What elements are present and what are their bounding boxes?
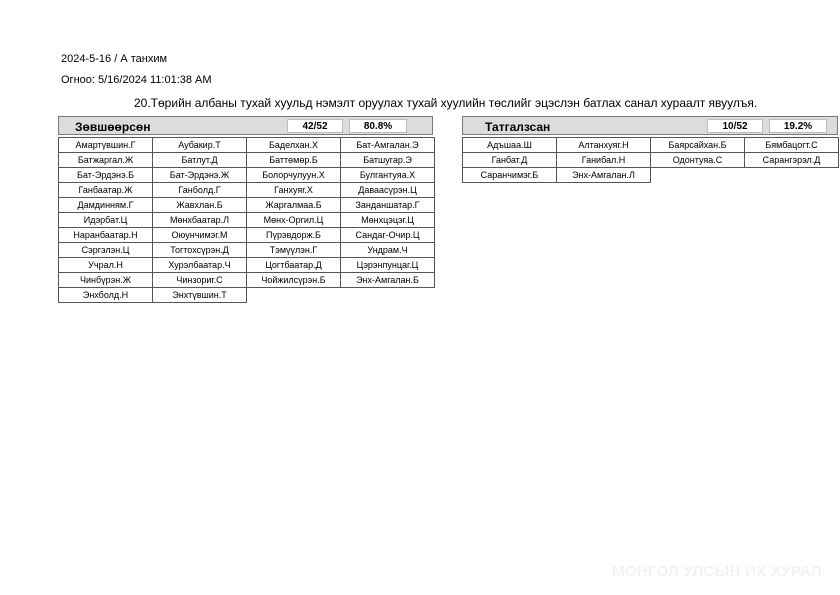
- member-name-cell: Цэрэнпунцаг.Ц: [340, 257, 435, 273]
- member-name-cell: Бат-Эрдэнэ.Б: [58, 167, 153, 183]
- session-date-room: 2024-5-16 / А танхим: [61, 53, 168, 65]
- member-name-cell: Хурэлбаатар.Ч: [152, 257, 247, 273]
- member-name-cell: Баттөмөр.Б: [246, 152, 341, 168]
- member-name-cell: Сарангэрэл.Д: [744, 152, 839, 168]
- member-name-cell: Аубакир.Т: [152, 137, 247, 153]
- member-name-cell: Сандаг-Очир.Ц: [340, 227, 435, 243]
- member-name-cell: Мөнхцэцэг.Ц: [340, 212, 435, 228]
- member-name-cell: Одонтуяа.С: [650, 152, 745, 168]
- member-name-cell: Чинзориг.С: [152, 272, 247, 288]
- member-name-cell: Дамдинням.Г: [58, 197, 153, 213]
- member-name-cell: Ганбаатар.Ж: [58, 182, 153, 198]
- member-name-cell: Пүрэвдорж.Б: [246, 227, 341, 243]
- member-name-cell: Чинбүрэн.Ж: [58, 272, 153, 288]
- reject-panel: [462, 116, 838, 182]
- member-name-cell: Ганбат.Д: [462, 152, 557, 168]
- member-name-cell: Ганболд.Г: [152, 182, 247, 198]
- member-name-cell: Батжаргал.Ж: [58, 152, 153, 168]
- member-name-cell: Ундрам.Ч: [340, 242, 435, 258]
- member-name-cell: Тэмүүлэн.Г: [246, 242, 341, 258]
- member-name-cell: Оюунчимэг.М: [152, 227, 247, 243]
- member-name-cell: Мөнхбаатар.Л: [152, 212, 247, 228]
- member-name-cell: Энхболд.Н: [58, 287, 153, 303]
- member-name-cell: Адъшаа.Ш: [462, 137, 557, 153]
- reject-percent: 19.2%: [769, 119, 827, 133]
- member-name-cell: Саранчимэг.Б: [462, 167, 557, 183]
- member-name-cell: Даваасүрэн.Ц: [340, 182, 435, 198]
- member-name-cell: Мөнх-Оргил.Ц: [246, 212, 341, 228]
- member-name-cell: Идэрбат.Ц: [58, 212, 153, 228]
- approve-label: Зөвшөөрсөн: [75, 120, 151, 134]
- member-name-cell: Чойжилсүрэн.Б: [246, 272, 341, 288]
- approve-names-grid: [58, 137, 433, 302]
- member-name-cell: Ганибал.Н: [556, 152, 651, 168]
- member-name-cell: Батшугар.Э: [340, 152, 435, 168]
- member-name-cell: Амартүвшин.Г: [58, 137, 153, 153]
- member-name-cell: Тогтохсүрэн.Д: [152, 242, 247, 258]
- member-name-cell: Баярсайхан.Б: [650, 137, 745, 153]
- member-name-cell: Сэргэлэн.Ц: [58, 242, 153, 258]
- member-name-cell: Наранбаатар.Н: [58, 227, 153, 243]
- vote-timestamp: Огноо: 5/16/2024 11:01:38 AM: [61, 74, 212, 86]
- member-name-cell: Энх-Амгалан.Л: [556, 167, 651, 183]
- member-name-cell: Бат-Амгалан.Э: [340, 137, 435, 153]
- agenda-title: 20.Төрийн албаны тухай хуульд нэмэлт оруулах тухай хуулийн төслийг эцэслэн батлах санал хураалт явуулъя.: [134, 96, 758, 110]
- member-name-cell: Баделхан.Х: [246, 137, 341, 153]
- member-name-cell: Алтанхуяг.Н: [556, 137, 651, 153]
- member-name-cell: Учрал.Н: [58, 257, 153, 273]
- member-name-cell: Ганхуяг.Х: [246, 182, 341, 198]
- watermark-text: МОНГОЛ УЛСЫН ИХ ХУРАЛ: [612, 563, 822, 580]
- member-name-cell: Жаргалмаа.Б: [246, 197, 341, 213]
- approve-percent: 80.8%: [349, 119, 407, 133]
- reject-names-grid: [462, 137, 838, 182]
- approve-count: 42/52: [287, 119, 343, 133]
- member-name-cell: Занданшатар.Г: [340, 197, 435, 213]
- member-name-cell: Цогтбаатар.Д: [246, 257, 341, 273]
- approve-header: [58, 116, 433, 135]
- member-name-cell: Энхтүвшин.Т: [152, 287, 247, 303]
- member-name-cell: Болорчулуун.Х: [246, 167, 341, 183]
- member-name-cell: Булгантуяа.Х: [340, 167, 435, 183]
- member-name-cell: Энх-Амгалан.Б: [340, 272, 435, 288]
- reject-label: Татгалзсан: [485, 120, 551, 134]
- member-name-cell: Бат-Эрдэнэ.Ж: [152, 167, 247, 183]
- reject-count: 10/52: [707, 119, 763, 133]
- member-name-cell: Бямбацогт.С: [744, 137, 839, 153]
- reject-header: [462, 116, 838, 135]
- member-name-cell: Жавхлан.Б: [152, 197, 247, 213]
- member-name-cell: Батлут.Д: [152, 152, 247, 168]
- approve-panel: [58, 116, 433, 302]
